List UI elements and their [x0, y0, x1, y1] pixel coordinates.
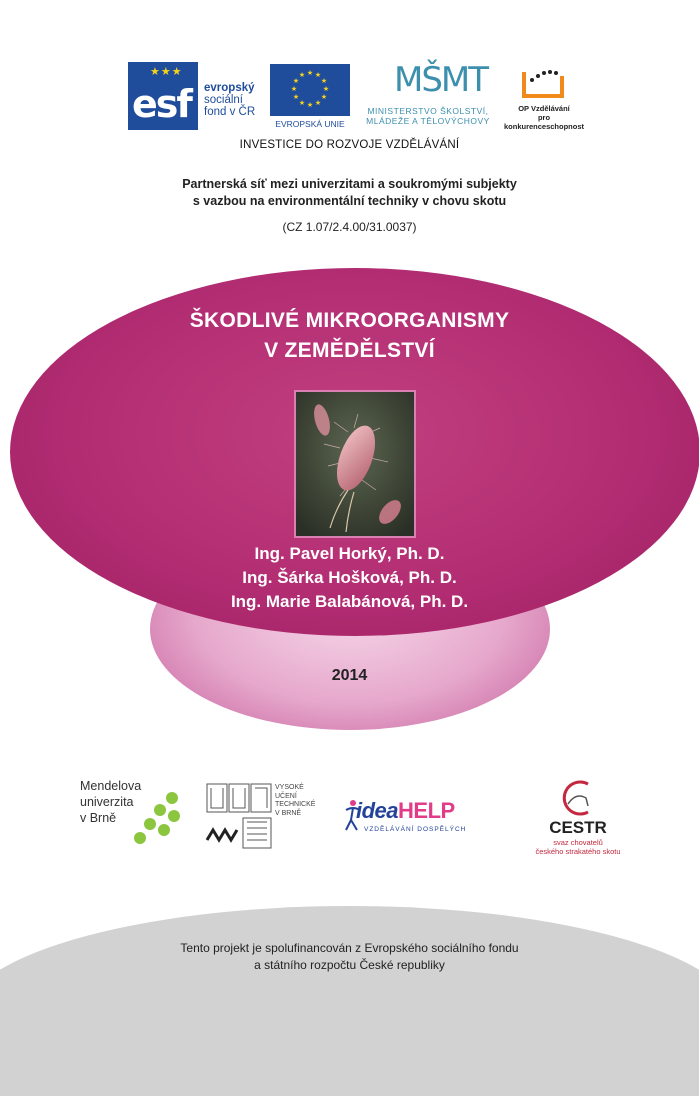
vut-caption-line: TECHNICKÉ	[275, 801, 316, 808]
vut-caption-line: VYSOKÉ	[275, 784, 304, 791]
cestr-name: CESTR	[549, 818, 607, 837]
svg-text:★: ★	[298, 99, 306, 107]
msmt-caption	[356, 106, 500, 126]
op-caption	[502, 104, 586, 131]
esf-logo	[128, 62, 262, 130]
msmt-mark: MŠMT	[394, 60, 488, 100]
mendel-university-logo	[80, 778, 190, 850]
ideahelp-logo	[342, 798, 508, 842]
ideahelp-subtitle: VZDĚLÁVÁNÍ DOSPĚLÝCH	[364, 826, 467, 833]
mendel-name-line: univerzita	[80, 795, 134, 809]
svg-text:★: ★	[320, 77, 328, 85]
author-name: Ing. Pavel Horký, Ph. D.	[254, 544, 445, 563]
investice-tagline: INVESTICE DO ROZVOJE VZDĚLÁVÁNÍ	[239, 139, 460, 151]
book-title-line: ŠKODLIVÉ MIKROORGANISMY	[189, 309, 510, 332]
esf-caption-line: sociální	[204, 94, 243, 106]
svg-text:★: ★	[290, 85, 298, 93]
mendel-name-line: Mendelova	[80, 779, 142, 793]
footer-grey-band	[0, 906, 699, 1096]
svg-text:★: ★	[292, 77, 300, 85]
footer-funding-note	[0, 940, 699, 974]
publication-year: 2014	[331, 667, 368, 684]
project-title	[0, 176, 699, 210]
vut-logo	[205, 782, 327, 852]
esf-caption-line: evropský	[204, 82, 255, 94]
book-title-line: V ZEMĚDĚLSTVÍ	[264, 339, 435, 362]
cestr-emblem-icon	[528, 778, 628, 818]
ideahelp-help: HELP	[398, 798, 455, 823]
footer-line: a státního rozpočtu České republiky	[254, 958, 445, 972]
cestr-subtitle-line: českého strakatého skotu	[535, 847, 621, 856]
msmt-caption-line: MINISTERSTVO ŠKOLSTVÍ,	[367, 106, 489, 116]
authors-list	[0, 542, 699, 614]
bacteria-photo	[294, 390, 416, 538]
esf-caption	[204, 82, 255, 118]
svg-text:★: ★	[292, 93, 300, 101]
op-logo	[502, 66, 586, 132]
vut-emblem-icon	[205, 782, 275, 852]
svg-text:★: ★	[314, 71, 322, 79]
svg-text:★: ★	[306, 101, 314, 109]
op-caption-line: pro konkurenceschopnost	[503, 113, 585, 131]
ideahelp-wordmark	[356, 798, 455, 824]
eu-logo	[270, 64, 350, 130]
msmt-logo	[356, 60, 500, 132]
green-dots-icon	[80, 778, 190, 850]
cestr-subtitle-line: svaz chovatelů	[553, 838, 603, 847]
ideahelp-idea: idea	[356, 798, 399, 823]
esf-logo-mark	[128, 62, 198, 130]
svg-text:★: ★	[322, 85, 330, 93]
project-title-line: Partnerská síť mezi univerzitami a soukromými subjekty	[182, 177, 517, 191]
msmt-caption-line: MLÁDEŽE A TĚLOVÝCHOVY	[366, 116, 490, 126]
svg-text:★: ★	[320, 93, 328, 101]
svg-text:★: ★	[298, 71, 306, 79]
vut-caption	[275, 784, 315, 818]
bacteria-image	[296, 392, 414, 536]
esf-caption-line: fond v ČR	[204, 106, 256, 118]
project-code: (CZ 1.07/2.4.00/31.0037)	[282, 220, 417, 234]
book-title	[0, 306, 699, 366]
eu-stars-icon: ★★★	[150, 66, 183, 78]
footer-line: Tento projekt je spolufinancován z Evropského sociálního fondu	[180, 941, 519, 955]
svg-text:★: ★	[314, 99, 322, 107]
author-name: Ing. Šárka Hošková, Ph. D.	[242, 568, 457, 587]
eu-caption: EVROPSKÁ UNIE	[275, 119, 345, 129]
vut-caption-line: UČENÍ	[275, 792, 297, 800]
eu-flag-icon	[270, 64, 350, 116]
project-title-line: s vazbou na environmentální techniky v chovu skotu	[192, 194, 507, 208]
author-name: Ing. Marie Balabánová, Ph. D.	[230, 592, 469, 611]
op-logo-icon	[502, 66, 586, 104]
mendel-name-line: v Brně	[80, 811, 117, 825]
svg-text:★: ★	[306, 69, 314, 77]
vut-caption-line: V BRNĚ	[275, 809, 302, 817]
cestr-logo	[528, 778, 632, 862]
cestr-subtitle	[528, 838, 628, 856]
esf-logo-text: esf	[132, 82, 191, 126]
op-caption-line: OP Vzdělávání	[518, 104, 570, 113]
